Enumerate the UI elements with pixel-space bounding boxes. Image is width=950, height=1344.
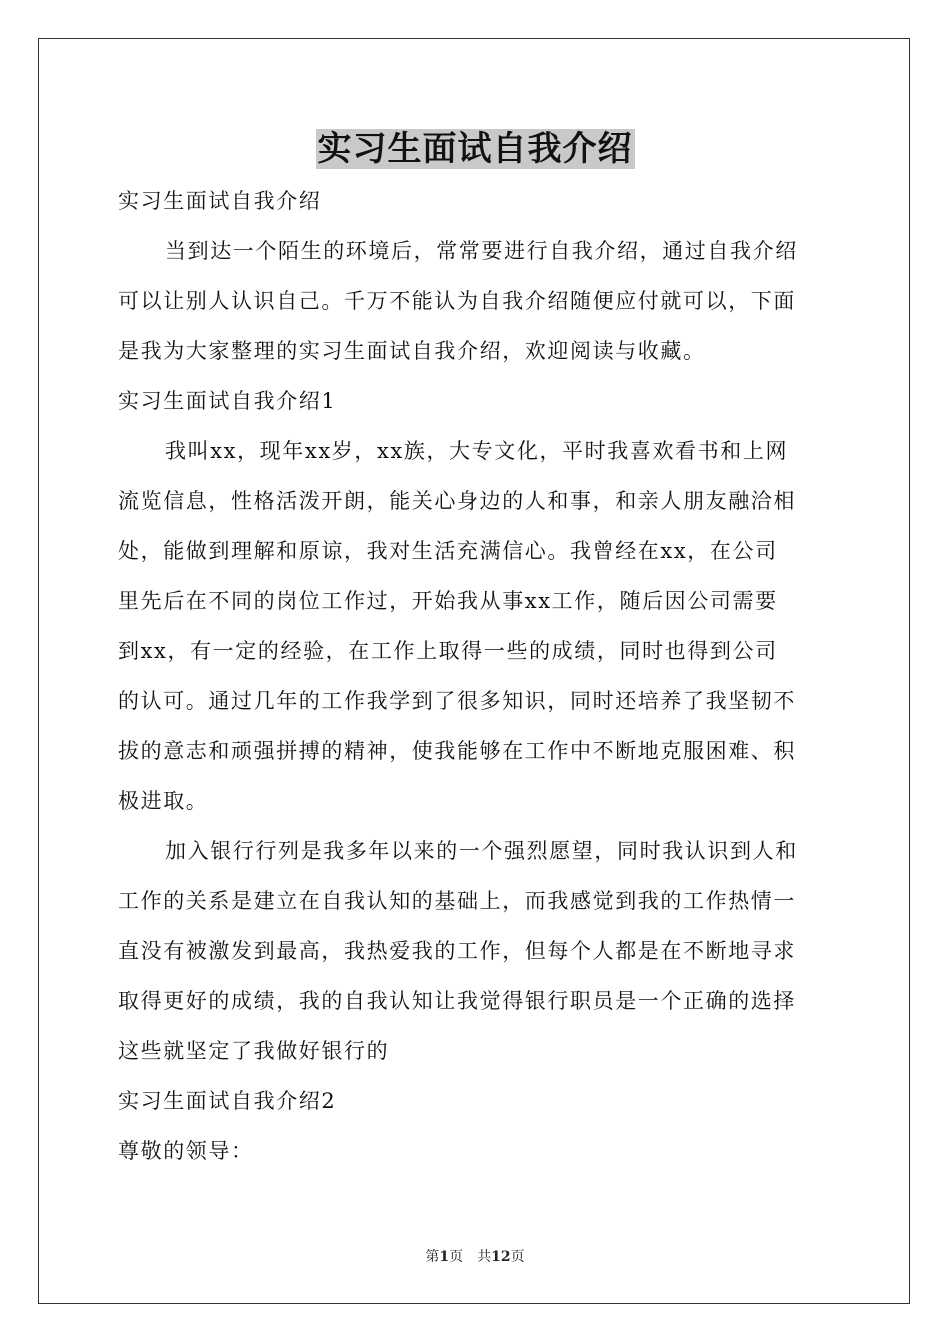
intro-line: 是我为大家整理的实习生面试自我介绍，欢迎阅读与收藏。 [118,339,706,363]
section-1-para-1-line: 的认可。通过几年的工作我学到了很多知识，同时还培养了我坚韧不 [118,689,796,713]
total-suffix: 页 [510,1249,525,1265]
section-1-heading: 实习生面试自我介绍1 [118,389,337,413]
intro-line: 可以让别人认识自己。千万不能认为自我介绍随便应付就可以，下面 [118,289,796,313]
section-1-para-2-line: 直没有被激发到最高，我热爱我的工作，但每个人都是在不断地寻求 [118,939,796,963]
page-number: 1 [439,1249,450,1265]
page-footer [0,1248,950,1266]
subtitle: 实习生面试自我介绍 [118,189,322,213]
document-title-text: 实习生面试自我介绍 [317,129,633,169]
section-1-para-1-line: 拔的意志和顽强拼搏的精神，使我能够在工作中不断地克服困难、积 [118,739,796,763]
document-body [118,176,834,1176]
intro-line: 当到达一个陌生的环境后，常常要进行自我介绍，通过自我介绍 [165,239,798,263]
page-suffix: 页 [449,1249,464,1265]
section-1-para-1-line: 里先后在不同的岗位工作过，开始我从事xx工作，随后因公司需要 [118,589,778,613]
total-prefix: 共 [477,1249,492,1265]
section-2-salutation: 尊敬的领导： [118,1139,254,1163]
section-1-para-1-line: 处，能做到理解和原谅，我对生活充满信心。我曾经在xx，在公司 [118,539,778,563]
section-2-heading: 实习生面试自我介绍2 [118,1089,337,1113]
document-title [0,126,950,172]
page-prefix: 第 [425,1249,440,1265]
section-1-para-1-line: 到xx，有一定的经验，在工作上取得一些的成绩，同时也得到公司 [118,639,778,663]
section-1-para-1-line: 极进取。 [118,789,209,813]
section-1-para-1-line: 流览信息，性格活泼开朗，能关心身边的人和事，和亲人朋友融洽相 [118,489,796,513]
total-pages: 12 [491,1249,511,1265]
section-1-para-2-line: 工作的关系是建立在自我认知的基础上，而我感觉到我的工作热情一 [118,889,796,913]
section-1-para-2-line: 取得更好的成绩，我的自我认知让我觉得银行职员是一个正确的选择 [118,989,796,1013]
section-1-para-2-line: 加入银行行列是我多年以来的一个强烈愿望，同时我认识到人和 [165,839,798,863]
section-1-para-2-line: 这些就坚定了我做好银行的 [118,1039,390,1063]
section-1-para-1-line: 我叫xx，现年xx岁，xx族，大专文化，平时我喜欢看书和上网 [165,439,789,463]
